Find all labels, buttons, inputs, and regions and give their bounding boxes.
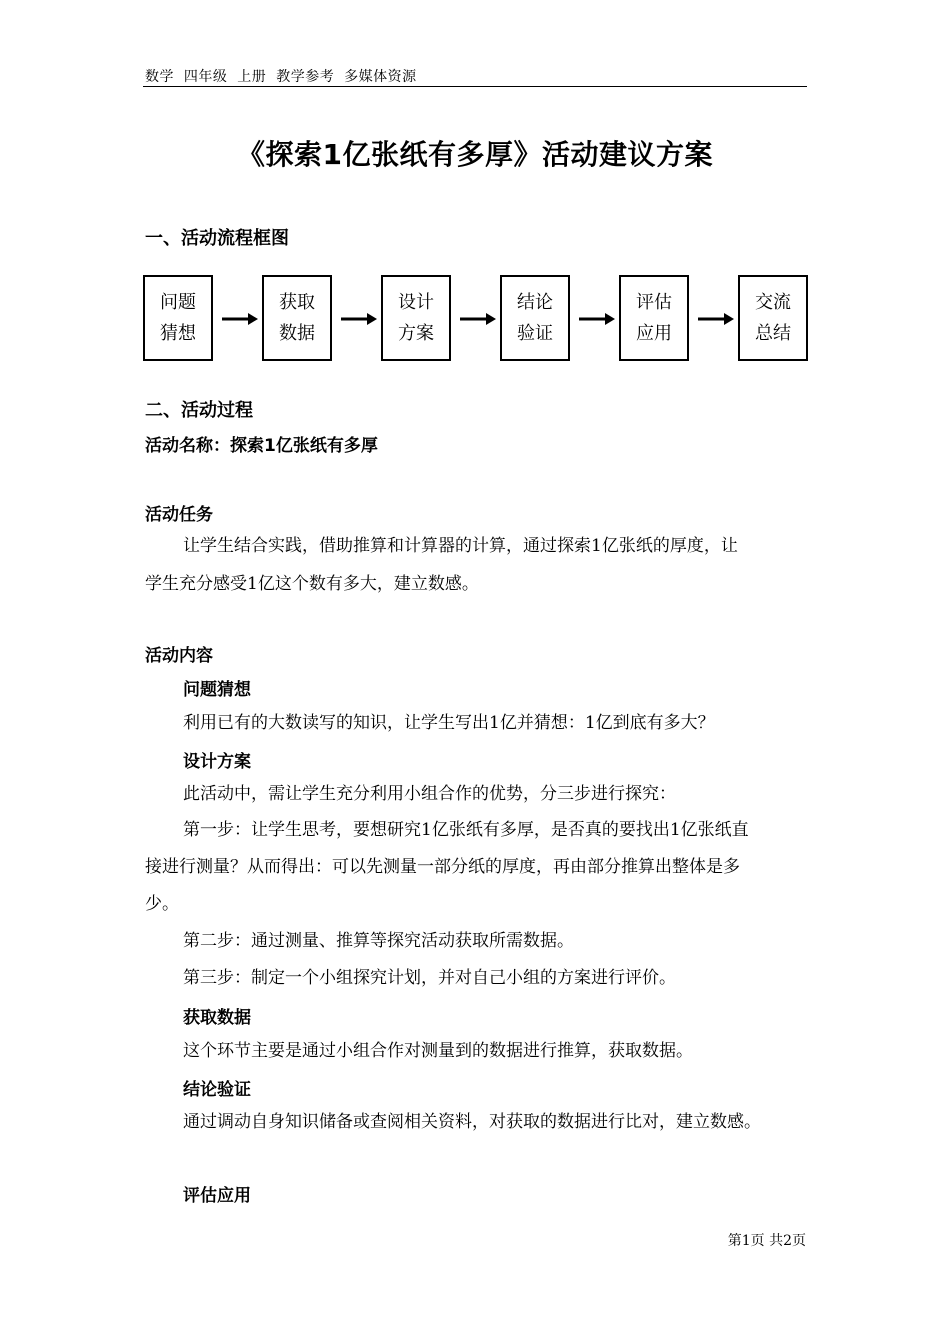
page-footer: 第1页 共2页 [727, 1233, 806, 1249]
flow-step-label: 应用 [636, 323, 672, 344]
flow-step-label: 猜想 [160, 323, 196, 344]
flow-arrow-icon [696, 309, 736, 329]
flow-step-label: 方案 [398, 323, 434, 344]
flow-step-apply [619, 275, 689, 361]
flow-step-label: 交流 [755, 292, 791, 313]
task-heading: 活动任务 [145, 505, 213, 525]
flow-step-data [262, 275, 332, 361]
flow-step-label: 数据 [279, 323, 315, 344]
flow-step-summary [738, 275, 808, 361]
task-paragraph-line: 让学生结合实践，借助推算和计算器的计算，通过探索1亿张纸的厚度，让 [183, 536, 738, 556]
step1-line: 第一步：让学生思考，要想研究1亿张纸有多厚，是否真的要找出1亿张纸直 [183, 820, 749, 840]
guess-text: 利用已有的大数读写的知识，让学生写出1亿并猜想：1亿到底有多大？ [183, 713, 715, 733]
flow-step-verify [500, 275, 570, 361]
activity-name: 活动名称：探索1亿张纸有多厚 [145, 436, 378, 456]
task-paragraph-line: 学生充分感受1亿这个数有多大，建立数感。 [145, 574, 479, 594]
apply-heading: 评估应用 [183, 1186, 251, 1206]
step1-line: 接进行测量？从而得出：可以先测量一部分纸的厚度，再由部分推算出整体是多 [145, 857, 740, 877]
flow-step-label: 结论 [517, 292, 553, 313]
page-header: 数学 四年级 上册 教学参考 多媒体资源 [145, 69, 417, 85]
section-heading-flowchart: 一、活动流程框图 [145, 228, 289, 249]
flow-step-label: 评估 [636, 292, 672, 313]
design-heading: 设计方案 [183, 752, 251, 772]
verify-text: 通过调动自身知识储备或查阅相关资料，对获取的数据进行比对，建立数感。 [183, 1112, 761, 1132]
data-heading: 获取数据 [183, 1008, 251, 1028]
step3-text: 第三步：制定一个小组探究计划，并对自己小组的方案进行评价。 [183, 968, 676, 988]
section-heading-process: 二、活动过程 [145, 400, 253, 421]
flow-step-design [381, 275, 451, 361]
step1-line: 少。 [145, 894, 179, 914]
document-title: 《探索1亿张纸有多厚》活动建议方案 [237, 138, 713, 171]
flow-step-label: 设计 [398, 292, 434, 313]
guess-heading: 问题猜想 [183, 680, 251, 700]
flow-arrow-icon [339, 309, 379, 329]
design-intro: 此活动中，需让学生充分利用小组合作的优势，分三步进行探究： [183, 784, 676, 804]
flow-step-label: 问题 [160, 292, 196, 313]
flow-step-label: 验证 [517, 323, 553, 344]
flow-arrow-icon [220, 309, 260, 329]
flow-step-question [143, 275, 213, 361]
header-divider [143, 86, 807, 87]
step2-text: 第二步：通过测量、推算等探究活动获取所需数据。 [183, 931, 574, 951]
data-text: 这个环节主要是通过小组合作对测量到的数据进行推算，获取数据。 [183, 1041, 693, 1061]
flow-step-label: 总结 [755, 323, 791, 344]
verify-heading: 结论验证 [183, 1080, 251, 1100]
flow-step-label: 获取 [279, 292, 315, 313]
flow-arrow-icon [458, 309, 498, 329]
content-heading: 活动内容 [145, 646, 213, 666]
flow-arrow-icon [577, 309, 617, 329]
